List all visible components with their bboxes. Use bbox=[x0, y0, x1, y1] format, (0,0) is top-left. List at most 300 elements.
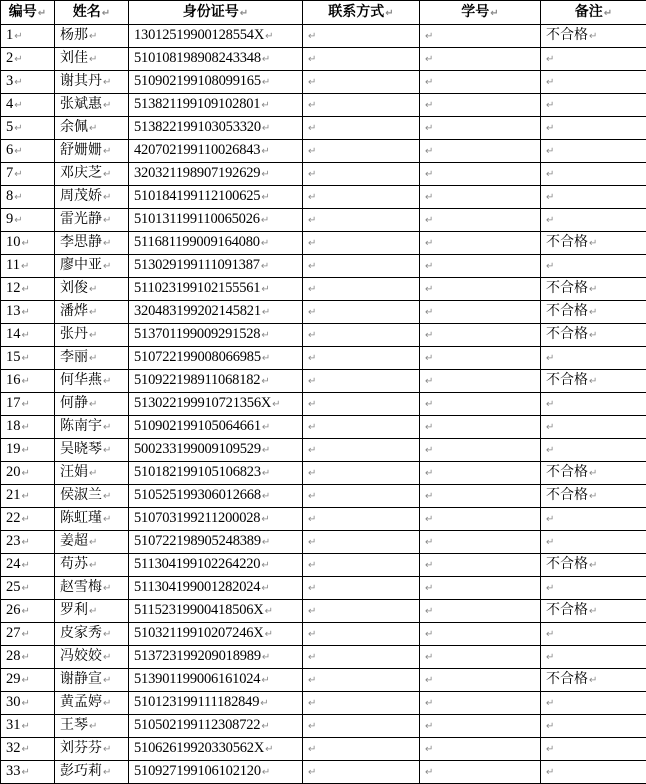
paragraph-mark-icon: ↵ bbox=[546, 261, 554, 272]
paragraph-mark-icon: ↵ bbox=[272, 399, 280, 410]
cell-id-number-text: 513701199009291528 bbox=[134, 326, 260, 342]
table-row bbox=[1, 554, 646, 577]
cell-remarks bbox=[541, 25, 646, 48]
cell-student-number bbox=[420, 324, 541, 347]
paragraph-mark-icon: ↵ bbox=[308, 652, 316, 663]
paragraph-mark-icon: ↵ bbox=[22, 468, 30, 479]
cell-number-text: 15 bbox=[6, 349, 21, 365]
cell-id-number-text: 513901199006161024 bbox=[134, 671, 260, 687]
paragraph-mark-icon: ↵ bbox=[425, 514, 433, 525]
cell-number bbox=[1, 600, 55, 623]
paragraph-mark-icon: ↵ bbox=[22, 376, 30, 387]
table-row bbox=[1, 163, 646, 186]
paragraph-mark-icon: ↵ bbox=[308, 399, 316, 410]
cell-name-text: 何静 bbox=[60, 395, 88, 411]
cell-remarks bbox=[541, 715, 646, 738]
cell-remarks bbox=[541, 347, 646, 370]
cell-student-number bbox=[420, 301, 541, 324]
cell-remarks bbox=[541, 554, 646, 577]
cell-name-text: 苟苏 bbox=[60, 556, 88, 572]
cell-number-text: 29 bbox=[6, 671, 21, 687]
cell-name-text: 何华燕 bbox=[60, 372, 102, 388]
cell-number-text: 21 bbox=[6, 487, 21, 503]
paragraph-mark-icon: ↵ bbox=[103, 192, 111, 203]
paragraph-mark-icon: ↵ bbox=[261, 215, 269, 226]
cell-remarks bbox=[541, 531, 646, 554]
cell-contact bbox=[303, 232, 420, 255]
paragraph-mark-icon: ↵ bbox=[425, 537, 433, 548]
cell-remarks bbox=[541, 324, 646, 347]
cell-id-number-text: 511304199102264220 bbox=[134, 556, 260, 572]
paragraph-mark-icon: ↵ bbox=[262, 54, 270, 65]
cell-id-number bbox=[129, 140, 303, 163]
cell-number-text: 22 bbox=[6, 510, 21, 526]
cell-student-number bbox=[420, 508, 541, 531]
cell-number-text: 1 bbox=[6, 27, 13, 43]
cell-student-number bbox=[420, 439, 541, 462]
cell-remarks bbox=[541, 462, 646, 485]
paragraph-mark-icon: ↵ bbox=[22, 583, 30, 594]
paragraph-mark-icon: ↵ bbox=[589, 31, 597, 42]
paragraph-mark-icon: ↵ bbox=[262, 77, 270, 88]
cell-remarks bbox=[541, 209, 646, 232]
paragraph-mark-icon: ↵ bbox=[103, 77, 111, 88]
cell-id-number-text: 500233199009109529 bbox=[134, 441, 261, 457]
cell-name-text: 刘芬芬 bbox=[60, 740, 102, 756]
paragraph-mark-icon: ↵ bbox=[21, 261, 29, 272]
paragraph-mark-icon: ↵ bbox=[22, 330, 30, 341]
cell-name-text: 廖中亚 bbox=[60, 257, 102, 273]
cell-number-text: 4 bbox=[6, 96, 13, 112]
cell-number bbox=[1, 715, 55, 738]
table-row bbox=[1, 416, 646, 439]
paragraph-mark-icon: ↵ bbox=[22, 698, 30, 709]
cell-id-number bbox=[129, 646, 303, 669]
cell-name-text: 皮家秀 bbox=[60, 625, 102, 641]
cell-id-number bbox=[129, 301, 303, 324]
paragraph-mark-icon: ↵ bbox=[261, 560, 269, 571]
cell-id-number-text: 511304199001282024 bbox=[134, 579, 260, 595]
table-body bbox=[1, 25, 646, 784]
cell-id-number bbox=[129, 669, 303, 692]
paragraph-mark-icon: ↵ bbox=[265, 31, 273, 42]
cell-remarks bbox=[541, 393, 646, 416]
cell-contact bbox=[303, 439, 420, 462]
table-row bbox=[1, 577, 646, 600]
cell-number-text: 31 bbox=[6, 717, 21, 733]
cell-id-number-text: 513723199209018989 bbox=[134, 648, 261, 664]
paragraph-mark-icon: ↵ bbox=[425, 77, 433, 88]
paragraph-mark-icon: ↵ bbox=[425, 491, 433, 502]
paragraph-mark-icon: ↵ bbox=[89, 307, 97, 318]
paragraph-mark-icon: ↵ bbox=[546, 537, 554, 548]
cell-id-number bbox=[129, 393, 303, 416]
cell-name-text: 侯淑兰 bbox=[60, 487, 102, 503]
paragraph-mark-icon: ↵ bbox=[308, 629, 316, 640]
cell-remarks-text: 不合格 bbox=[546, 671, 588, 687]
paragraph-mark-icon: ↵ bbox=[308, 376, 316, 387]
cell-id-number bbox=[129, 531, 303, 554]
cell-id-number-text: 510182199105106823 bbox=[134, 464, 261, 480]
header-id-number: 身份证号↵ bbox=[129, 1, 303, 25]
paragraph-mark-icon: ↵ bbox=[425, 468, 433, 479]
cell-number-text: 23 bbox=[6, 533, 21, 549]
cell-id-number bbox=[129, 416, 303, 439]
paragraph-mark-icon: ↵ bbox=[308, 606, 316, 617]
cell-number bbox=[1, 646, 55, 669]
paragraph-mark-icon: ↵ bbox=[103, 767, 111, 778]
paragraph-mark-icon: ↵ bbox=[425, 721, 433, 732]
cell-remarks-text: 不合格 bbox=[546, 556, 588, 572]
cell-student-number bbox=[420, 209, 541, 232]
cell-contact bbox=[303, 646, 420, 669]
cell-contact bbox=[303, 462, 420, 485]
paragraph-mark-icon: ↵ bbox=[546, 146, 554, 157]
paragraph-mark-icon: ↵ bbox=[103, 675, 111, 686]
paragraph-mark-icon: ↵ bbox=[261, 721, 269, 732]
paragraph-mark-icon: ↵ bbox=[425, 629, 433, 640]
cell-number-text: 32 bbox=[6, 740, 21, 756]
cell-student-number bbox=[420, 715, 541, 738]
paragraph-mark-icon: ↵ bbox=[308, 146, 316, 157]
cell-remarks bbox=[541, 416, 646, 439]
cell-name-text: 谢静宣 bbox=[60, 671, 102, 687]
cell-id-number bbox=[129, 278, 303, 301]
cell-id-number-text: 510131199110065026 bbox=[134, 211, 260, 227]
paragraph-mark-icon: ↵ bbox=[308, 698, 316, 709]
cell-student-number bbox=[420, 25, 541, 48]
cell-number-text: 28 bbox=[6, 648, 21, 664]
cell-id-number bbox=[129, 439, 303, 462]
cell-student-number bbox=[420, 71, 541, 94]
paragraph-mark-icon: ↵ bbox=[89, 606, 97, 617]
table-row bbox=[1, 324, 646, 347]
cell-id-number-text: 51152319900418506X bbox=[134, 602, 264, 618]
paragraph-mark-icon: ↵ bbox=[265, 629, 273, 640]
table-row bbox=[1, 600, 646, 623]
cell-number bbox=[1, 462, 55, 485]
paragraph-mark-icon: ↵ bbox=[22, 491, 30, 502]
paragraph-mark-icon: ↵ bbox=[103, 514, 111, 525]
cell-student-number bbox=[420, 554, 541, 577]
cell-id-number-text: 513029199111091387 bbox=[134, 257, 260, 273]
paragraph-mark-icon: ↵ bbox=[308, 77, 316, 88]
table-row bbox=[1, 646, 646, 669]
cell-contact bbox=[303, 347, 420, 370]
cell-number bbox=[1, 186, 55, 209]
cell-name bbox=[55, 623, 129, 646]
cell-contact bbox=[303, 508, 420, 531]
cell-student-number bbox=[420, 140, 541, 163]
cell-contact bbox=[303, 600, 420, 623]
cell-id-number-text: 510722199008066985 bbox=[134, 349, 261, 365]
paragraph-mark-icon: ↵ bbox=[22, 514, 30, 525]
cell-name bbox=[55, 485, 129, 508]
cell-contact bbox=[303, 692, 420, 715]
table-row bbox=[1, 71, 646, 94]
paragraph-mark-icon: ↵ bbox=[308, 31, 316, 42]
paragraph-mark-icon: ↵ bbox=[14, 123, 22, 134]
cell-remarks bbox=[541, 301, 646, 324]
cell-contact bbox=[303, 186, 420, 209]
header-number: 编号↵ bbox=[1, 1, 55, 25]
cell-id-number bbox=[129, 48, 303, 71]
cell-student-number bbox=[420, 623, 541, 646]
paragraph-mark-icon: ↵ bbox=[546, 353, 554, 364]
paragraph-mark-icon: ↵ bbox=[261, 238, 269, 249]
cell-contact bbox=[303, 623, 420, 646]
cell-id-number-text: 510722198905248389 bbox=[134, 533, 261, 549]
table-row bbox=[1, 531, 646, 554]
paragraph-mark-icon: ↵ bbox=[262, 307, 270, 318]
paragraph-mark-icon: ↵ bbox=[22, 744, 30, 755]
cell-number-text: 3 bbox=[6, 73, 13, 89]
cell-id-number-text: 510525199306012668 bbox=[134, 487, 261, 503]
cell-remarks-text: 不合格 bbox=[546, 487, 588, 503]
cell-remarks-text: 不合格 bbox=[546, 303, 588, 319]
table-row bbox=[1, 25, 646, 48]
paragraph-mark-icon: ↵ bbox=[425, 238, 433, 249]
cell-number-text: 12 bbox=[6, 280, 21, 296]
cell-student-number bbox=[420, 600, 541, 623]
paragraph-mark-icon: ↵ bbox=[22, 399, 30, 410]
cell-remarks bbox=[541, 508, 646, 531]
cell-contact bbox=[303, 301, 420, 324]
cell-id-number-text: 510502199112308722 bbox=[134, 717, 260, 733]
cell-name bbox=[55, 462, 129, 485]
cell-number bbox=[1, 669, 55, 692]
table-header-row bbox=[1, 1, 646, 25]
paragraph-mark-icon: ↵ bbox=[103, 100, 111, 111]
paragraph-mark-icon: ↵ bbox=[425, 192, 433, 203]
cell-name bbox=[55, 554, 129, 577]
paragraph-mark-icon: ↵ bbox=[425, 261, 433, 272]
cell-id-number-text: 510108198908243348 bbox=[134, 50, 261, 66]
cell-id-number-text: 320321198907192629 bbox=[134, 165, 260, 181]
paragraph-mark-icon: ↵ bbox=[546, 192, 554, 203]
paragraph-mark-icon: ↵ bbox=[14, 31, 22, 42]
cell-number bbox=[1, 301, 55, 324]
cell-name-text: 彭巧莉 bbox=[60, 763, 102, 779]
cell-remarks bbox=[541, 761, 646, 784]
cell-name bbox=[55, 324, 129, 347]
cell-contact bbox=[303, 577, 420, 600]
cell-name bbox=[55, 301, 129, 324]
paragraph-mark-icon: ↵ bbox=[308, 169, 316, 180]
cell-name bbox=[55, 370, 129, 393]
paragraph-mark-icon: ↵ bbox=[425, 100, 433, 111]
cell-name bbox=[55, 71, 129, 94]
header-student-number: 学号↵ bbox=[420, 1, 541, 25]
cell-id-number bbox=[129, 577, 303, 600]
cell-number bbox=[1, 48, 55, 71]
cell-number bbox=[1, 232, 55, 255]
paragraph-mark-icon: ↵ bbox=[261, 100, 269, 111]
cell-id-number bbox=[129, 370, 303, 393]
paragraph-mark-icon: ↵ bbox=[589, 376, 597, 387]
cell-contact bbox=[303, 485, 420, 508]
cell-number bbox=[1, 485, 55, 508]
cell-number-text: 26 bbox=[6, 602, 21, 618]
cell-name-text: 舒姗姗 bbox=[60, 142, 102, 158]
paragraph-mark-icon: ↵ bbox=[22, 721, 30, 732]
cell-id-number-text: 51032119910207246X bbox=[134, 625, 264, 641]
paragraph-mark-icon: ↵ bbox=[262, 652, 270, 663]
paragraph-mark-icon: ↵ bbox=[308, 215, 316, 226]
cell-student-number bbox=[420, 117, 541, 140]
cell-name-text: 冯姣姣 bbox=[60, 648, 102, 664]
cell-student-number bbox=[420, 48, 541, 71]
cell-id-number-text: 511681199009164080 bbox=[134, 234, 260, 250]
cell-number-text: 16 bbox=[6, 372, 21, 388]
cell-name-text: 赵雪梅 bbox=[60, 579, 102, 595]
paragraph-mark-icon: ↵ bbox=[425, 675, 433, 686]
paragraph-mark-icon: ↵ bbox=[589, 307, 597, 318]
paragraph-mark-icon: ↵ bbox=[308, 261, 316, 272]
cell-id-number bbox=[129, 508, 303, 531]
cell-id-number-text: 513022199910721356X bbox=[134, 395, 271, 411]
table-row bbox=[1, 439, 646, 462]
cell-number-text: 7 bbox=[6, 165, 13, 181]
cell-name bbox=[55, 140, 129, 163]
paragraph-mark-icon: ↵ bbox=[308, 192, 316, 203]
cell-number-text: 13 bbox=[6, 303, 21, 319]
paragraph-mark-icon: ↵ bbox=[425, 353, 433, 364]
paragraph-mark-icon: ↵ bbox=[425, 330, 433, 341]
paragraph-mark-icon: ↵ bbox=[308, 583, 316, 594]
cell-number-text: 19 bbox=[6, 441, 21, 457]
cell-remarks bbox=[541, 94, 646, 117]
cell-number-text: 11 bbox=[6, 257, 20, 273]
cell-name-text: 李丽 bbox=[60, 349, 88, 365]
cell-student-number bbox=[420, 94, 541, 117]
paragraph-mark-icon: ↵ bbox=[89, 560, 97, 571]
cell-number bbox=[1, 140, 55, 163]
cell-name bbox=[55, 439, 129, 462]
paragraph-mark-icon: ↵ bbox=[22, 767, 30, 778]
cell-name bbox=[55, 94, 129, 117]
cell-number bbox=[1, 370, 55, 393]
cell-remarks bbox=[541, 646, 646, 669]
cell-name bbox=[55, 669, 129, 692]
paragraph-mark-icon: ↵ bbox=[546, 215, 554, 226]
cell-number bbox=[1, 692, 55, 715]
paragraph-mark-icon: ↵ bbox=[103, 169, 111, 180]
cell-remarks bbox=[541, 738, 646, 761]
cell-name bbox=[55, 232, 129, 255]
cell-name bbox=[55, 416, 129, 439]
paragraph-mark-icon: ↵ bbox=[546, 399, 554, 410]
paragraph-mark-icon: ↵ bbox=[308, 100, 316, 111]
paragraph-mark-icon: ↵ bbox=[103, 652, 111, 663]
cell-number-text: 20 bbox=[6, 464, 21, 480]
paragraph-mark-icon: ↵ bbox=[589, 491, 597, 502]
cell-number bbox=[1, 531, 55, 554]
cell-contact bbox=[303, 738, 420, 761]
cell-contact bbox=[303, 669, 420, 692]
paragraph-mark-icon: ↵ bbox=[261, 192, 269, 203]
cell-id-number bbox=[129, 232, 303, 255]
paragraph-mark-icon: ↵ bbox=[14, 192, 22, 203]
paragraph-mark-icon: ↵ bbox=[22, 652, 30, 663]
cell-name-text: 陈虹瑾 bbox=[60, 510, 102, 526]
cell-number-text: 10 bbox=[6, 234, 21, 250]
cell-remarks bbox=[541, 485, 646, 508]
cell-id-number-text: 510902199105064661 bbox=[134, 418, 261, 434]
cell-name-text: 汪娟 bbox=[60, 464, 88, 480]
paragraph-mark-icon: ↵ bbox=[546, 514, 554, 525]
cell-id-number-text: 420702199110026843 bbox=[134, 142, 260, 158]
cell-name-text: 刘俊 bbox=[60, 280, 88, 296]
cell-student-number bbox=[420, 646, 541, 669]
cell-student-number bbox=[420, 692, 541, 715]
cell-name-text: 陈南宇 bbox=[60, 418, 102, 434]
cell-id-number bbox=[129, 117, 303, 140]
cell-remarks bbox=[541, 577, 646, 600]
cell-id-number-text: 13012519900128554X bbox=[134, 27, 264, 43]
paragraph-mark-icon: ↵ bbox=[425, 560, 433, 571]
paragraph-mark-icon: ↵ bbox=[589, 468, 597, 479]
cell-name bbox=[55, 761, 129, 784]
paragraph-mark-icon: ↵ bbox=[89, 54, 97, 65]
cell-remarks bbox=[541, 370, 646, 393]
cell-name-text: 王琴 bbox=[60, 717, 88, 733]
cell-student-number bbox=[420, 669, 541, 692]
cell-id-number bbox=[129, 94, 303, 117]
cell-id-number bbox=[129, 462, 303, 485]
cell-name bbox=[55, 255, 129, 278]
paragraph-mark-icon: ↵ bbox=[261, 146, 269, 157]
paragraph-mark-icon: ↵ bbox=[89, 537, 97, 548]
paragraph-mark-icon: ↵ bbox=[308, 767, 316, 778]
cell-number-text: 27 bbox=[6, 625, 21, 641]
paragraph-mark-icon: ↵ bbox=[546, 445, 554, 456]
paragraph-mark-icon: ↵ bbox=[103, 215, 111, 226]
cell-contact bbox=[303, 94, 420, 117]
paragraph-mark-icon: ↵ bbox=[425, 307, 433, 318]
cell-id-number bbox=[129, 71, 303, 94]
cell-name-text: 张斌惠 bbox=[60, 96, 102, 112]
paragraph-mark-icon: ↵ bbox=[89, 721, 97, 732]
cell-name bbox=[55, 715, 129, 738]
paragraph-mark-icon: ↵ bbox=[22, 353, 30, 364]
cell-remarks bbox=[541, 117, 646, 140]
paragraph-mark-icon: ↵ bbox=[425, 767, 433, 778]
paragraph-mark-icon: ↵ bbox=[546, 169, 554, 180]
cell-contact bbox=[303, 278, 420, 301]
cell-name-text: 黄孟婷 bbox=[60, 694, 102, 710]
cell-remarks bbox=[541, 48, 646, 71]
table-row bbox=[1, 347, 646, 370]
cell-student-number bbox=[420, 278, 541, 301]
cell-id-number bbox=[129, 761, 303, 784]
paragraph-mark-icon: ↵ bbox=[262, 123, 270, 134]
cell-remarks bbox=[541, 669, 646, 692]
cell-name-text: 雷光静 bbox=[60, 211, 102, 227]
cell-id-number-text: 510902199108099165 bbox=[134, 73, 261, 89]
cell-remarks-text: 不合格 bbox=[546, 280, 588, 296]
table-row bbox=[1, 692, 646, 715]
paragraph-mark-icon: ↵ bbox=[262, 537, 270, 548]
cell-name bbox=[55, 508, 129, 531]
cell-number bbox=[1, 209, 55, 232]
cell-name bbox=[55, 738, 129, 761]
paragraph-mark-icon: ↵ bbox=[22, 629, 30, 640]
paragraph-mark-icon: ↵ bbox=[425, 376, 433, 387]
paragraph-mark-icon: ↵ bbox=[308, 537, 316, 548]
table-row bbox=[1, 623, 646, 646]
cell-remarks bbox=[541, 278, 646, 301]
